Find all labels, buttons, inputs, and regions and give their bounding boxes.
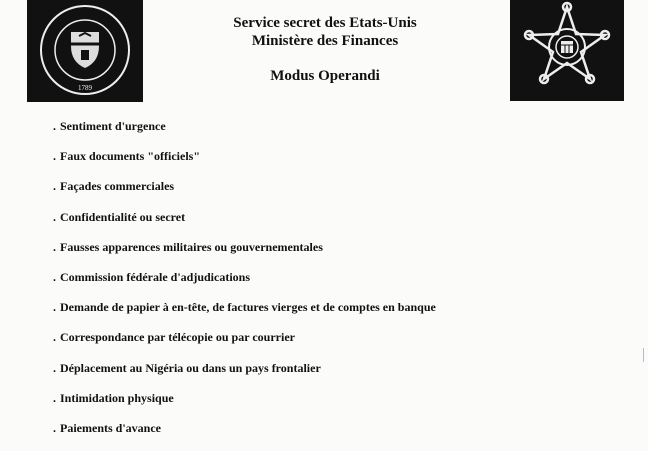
list-item xyxy=(53,240,436,270)
header-agency: Service secret des Etats-Unis xyxy=(233,15,417,31)
bullet-dot: . xyxy=(53,360,56,375)
list-item-text: Fausses apparences militaires ou gouvernementales xyxy=(60,239,323,254)
list-item xyxy=(53,300,436,330)
document-header xyxy=(170,14,480,85)
bullet-dot: . xyxy=(53,390,56,405)
bullet-dot: . xyxy=(53,330,56,345)
list-item xyxy=(53,210,436,240)
list-item-text: Faux documents "officiels" xyxy=(60,149,200,164)
bullet-dot: . xyxy=(53,239,56,254)
treasury-seal-logo xyxy=(27,0,143,102)
list-item-text: Paiements d'avance xyxy=(60,420,161,435)
list-item xyxy=(53,119,436,149)
list-item xyxy=(53,330,436,360)
list-item xyxy=(53,391,436,421)
bullet-dot: . xyxy=(53,269,56,284)
bullet-dot: . xyxy=(53,420,56,435)
list-item-text: Déplacement au Nigéria ou dans un pays frontalier xyxy=(60,360,321,375)
bullet-dot: . xyxy=(53,119,56,133)
bullet-dot: . xyxy=(53,149,56,164)
scan-edge-mark xyxy=(643,348,648,362)
bullet-dot: . xyxy=(53,300,56,315)
list-item xyxy=(53,179,436,209)
list-item xyxy=(53,361,436,391)
seal-year: 1789 xyxy=(78,84,92,92)
list-item-text: Commission fédérale d'adjudications xyxy=(60,269,251,284)
list-item-text: Sentiment d'urgence xyxy=(60,119,166,133)
secret-service-badge-logo xyxy=(510,0,624,101)
bullet-dot: . xyxy=(53,209,56,224)
list-item-text: Façades commerciales xyxy=(60,179,175,194)
list-item-text: Demande de papier à en-tête, de factures vierges et de comptes en banque xyxy=(60,300,436,315)
list-item xyxy=(53,421,436,451)
list-item xyxy=(53,270,436,300)
list-item-text: Intimidation physique xyxy=(60,390,174,405)
list-item-text: Correspondance par télécopie ou par courrier xyxy=(60,330,295,345)
list-item xyxy=(53,149,436,179)
page-title: Modus Operandi xyxy=(270,68,380,84)
modus-operandi-list xyxy=(53,119,436,451)
list-item-text: Confidentialité ou secret xyxy=(60,209,186,224)
bullet-dot: . xyxy=(53,179,56,194)
header-ministry: Ministère des Finances xyxy=(251,33,399,49)
